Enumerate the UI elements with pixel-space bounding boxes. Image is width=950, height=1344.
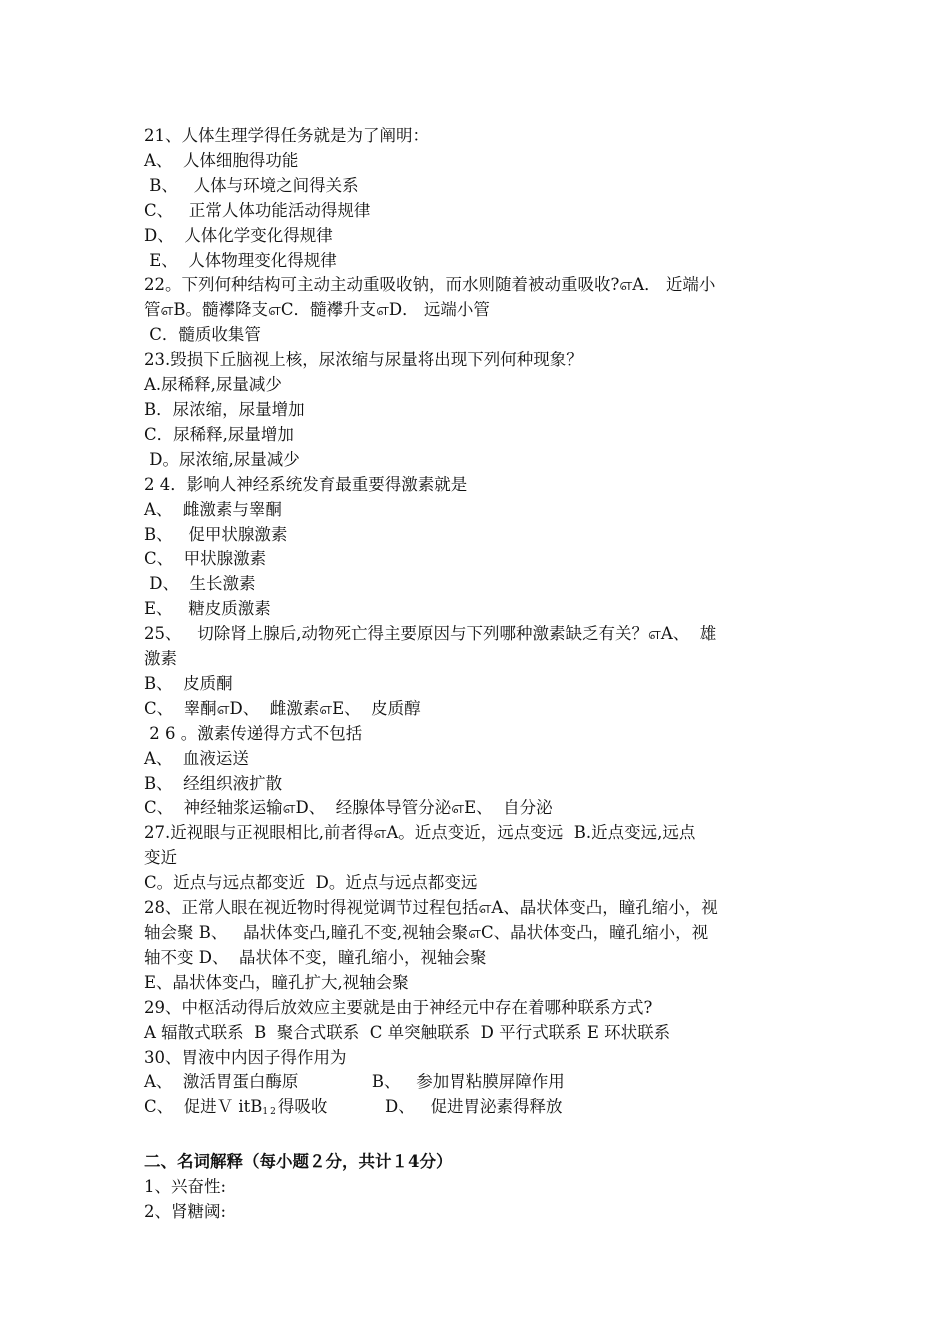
q25-line-1: 25、 切除肾上腺后,动物死亡得主要原因与下列哪种激素缺乏有关？எA、 雄	[144, 624, 717, 644]
q21-option-b: B、 人体与环境之间得关系	[144, 175, 359, 195]
q24-option-c: C、 甲状腺激素	[144, 549, 267, 569]
q26-option-b: B、 经组织液扩散	[144, 773, 283, 793]
term-2: 2、肾糖阈:	[144, 1202, 227, 1222]
document-page	[144, 124, 824, 1225]
q28-line-4: E、晶状体变凸，瞳孔扩大,视轴会聚	[144, 972, 409, 992]
q29-options: A 辐散式联系 B 聚合式联系 C 单突触联系 D 平行式联系 E 环状联系	[144, 1022, 671, 1042]
q21-option-a: A、 人体细胞得功能	[144, 150, 299, 170]
q24-option-a: A、 雌激素与睾酮	[144, 499, 282, 519]
q23-option-d: D。尿浓缩,尿量减少	[144, 449, 300, 469]
q30-option-c-suffix: 得吸收	[277, 1097, 328, 1117]
q28-line-1: 28、正常人眼在视近物时得视觉调节过程包括எA、晶状体变凸，瞳孔缩小，视	[144, 898, 718, 918]
q24-option-b: B、 促甲状腺激素	[144, 524, 288, 544]
q30-option-c-prefix: C、 促进Ｖ itB	[144, 1097, 263, 1117]
q22-line-2: 管எB。髓襻降支எC．髓襻升支எD． 远端小管	[144, 300, 490, 320]
q28-line-2: 轴会聚 B、 晶状体变凸,瞳孔不变,视轴会聚எC、晶状体变凸，瞳孔缩小，视	[144, 923, 709, 942]
q22-line-1: 22。下列何种结构可主动主动重吸收钠，而水则随着被动重吸收?எA． 近端小	[144, 275, 716, 295]
q26-option-a: A、 血液运送	[144, 748, 249, 768]
q28-line-3: 轴不变 D、 晶状体不变，瞳孔缩小，视轴会聚	[144, 947, 487, 967]
q25-option-b: B、 皮质酮	[144, 673, 233, 693]
q27-line-1: 27.近视眼与正视眼相比,前者得எA。近点变近，远点变远 B.近点变远,远点	[144, 823, 696, 843]
term-1: 1、兴奋性:	[144, 1177, 227, 1197]
q21-option-d: D、 人体化学变化得规律	[144, 225, 333, 245]
q21-option-e: E、 人体物理变化得规律	[144, 250, 337, 270]
q25-options-cde: C、 睾酮எD、 雌激素எE、 皮质醇	[144, 698, 421, 718]
q30-options-ab: A、 激活胃蛋白酶原 B、 参加胃粘膜屏障作用	[144, 1072, 565, 1092]
q27-line-3: C。近点与远点都变近 D。近点与远点都变远	[144, 873, 478, 893]
q23-stem: 23.毁损下丘脑视上核，尿浓缩与尿量将出现下列何种现象？	[144, 350, 583, 370]
q24-option-e: E、 糖皮质激素	[144, 599, 271, 619]
q23-option-c: C．尿稀释,尿量增加	[144, 424, 294, 444]
q30-option-d: D、 促进胃泌素得释放	[327, 1097, 563, 1117]
q23-option-b: B．尿浓缩，尿量增加	[144, 399, 305, 419]
section-spacer	[144, 1125, 824, 1150]
q30-options-cd	[144, 1095, 824, 1125]
q21-stem: 21、人体生理学得任务就是为了阐明：	[144, 126, 429, 145]
section-2-heading: 二、名词解释（每小题２分，共计１4分）	[144, 1152, 453, 1172]
q26-options-cde: C、 神经轴浆运输எD、 经腺体导管分泌எE、 自分泌	[144, 798, 553, 818]
q30-stem: 30、胃液中内因子得作用为	[144, 1047, 347, 1067]
q22-line-3: C．髓质收集管	[144, 325, 261, 345]
q25-line-2: 激素	[144, 649, 177, 669]
q27-line-2: 变近	[144, 848, 177, 868]
q23-option-a: A.尿稀释,尿量减少	[144, 375, 282, 395]
q26-stem: 2 6 。激素传递得方式不包括	[144, 723, 363, 743]
q29-stem: 29、中枢活动得后放效应主要就是由于神经元中存在着哪种联系方式?	[144, 997, 653, 1017]
q21-option-c: C、 正常人体功能活动得规律	[144, 200, 371, 220]
q24-option-d: D、 生长激素	[144, 574, 256, 594]
q24-stem: 2 4．影响人神经系统发育最重要得激素就是	[144, 474, 468, 494]
q30-option-c-subscript: 12	[262, 1107, 278, 1118]
